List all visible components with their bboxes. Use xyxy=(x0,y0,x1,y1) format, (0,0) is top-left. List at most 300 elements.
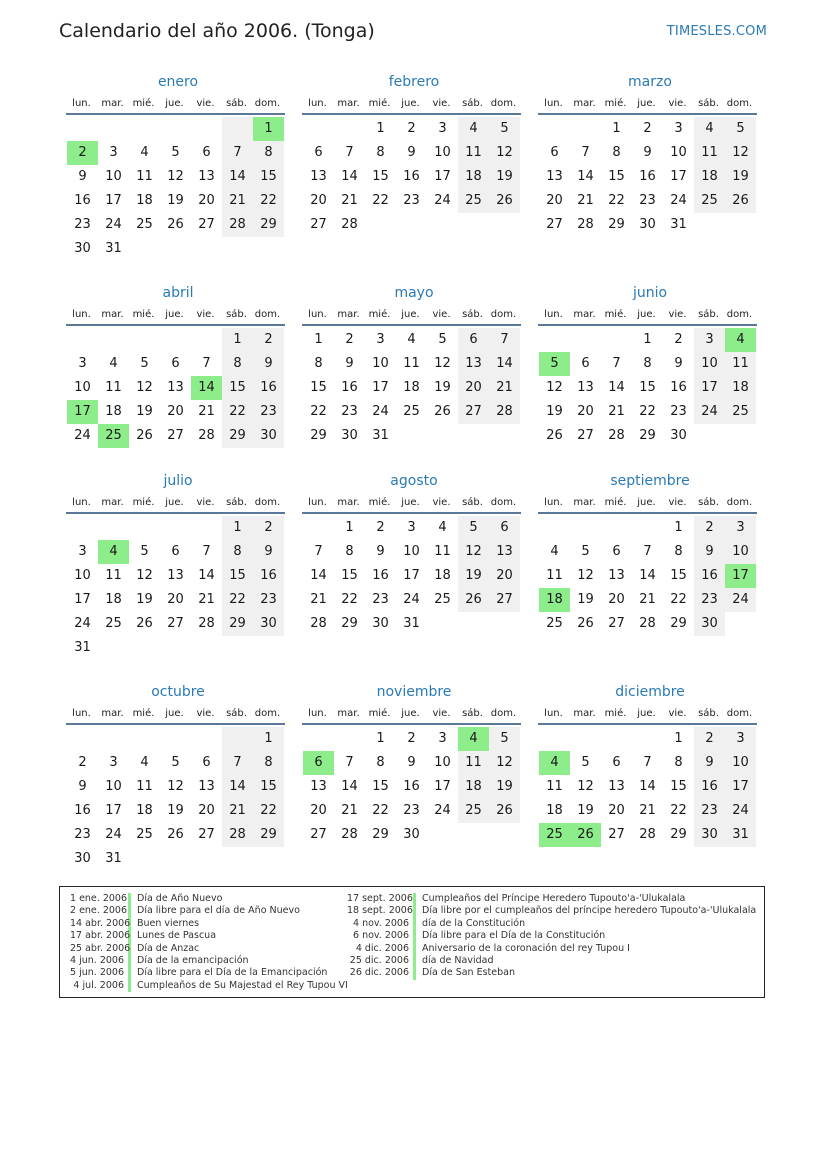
day-cell[interactable]: 7 xyxy=(489,328,520,352)
day-cell[interactable]: 28 xyxy=(341,827,358,842)
day-cell[interactable]: 22 xyxy=(253,189,284,213)
day-cell[interactable]: 24 xyxy=(725,588,756,612)
holiday-day-cell[interactable]: 1 xyxy=(253,117,284,141)
day-cell[interactable]: 10 xyxy=(403,544,420,559)
day-cell[interactable]: 10 xyxy=(434,755,451,770)
day-cell[interactable]: 7 xyxy=(202,356,211,371)
day-cell[interactable]: 2 xyxy=(674,332,683,347)
day-cell[interactable]: 10 xyxy=(434,145,451,160)
day-cell[interactable]: 24 xyxy=(434,193,451,208)
day-cell[interactable]: 13 xyxy=(198,779,215,794)
day-cell[interactable]: 8 xyxy=(674,544,683,559)
day-cell[interactable]: 27 xyxy=(310,827,327,842)
day-cell[interactable]: 8 xyxy=(222,540,253,564)
day-cell[interactable]: 30 xyxy=(372,616,389,631)
day-cell[interactable]: 9 xyxy=(376,544,385,559)
day-cell[interactable]: 17 xyxy=(105,193,122,208)
day-cell[interactable]: 30 xyxy=(694,612,725,636)
day-cell[interactable]: 27 xyxy=(458,400,489,424)
day-cell[interactable]: 25 xyxy=(546,616,563,631)
day-cell[interactable]: 24 xyxy=(403,592,420,607)
day-cell[interactable]: 25 xyxy=(725,400,756,424)
day-cell[interactable]: 19 xyxy=(546,404,563,419)
day-cell[interactable]: 2 xyxy=(407,121,416,136)
day-cell[interactable]: 13 xyxy=(546,169,563,184)
day-cell[interactable]: 28 xyxy=(341,217,358,232)
day-cell[interactable]: 7 xyxy=(345,755,354,770)
day-cell[interactable]: 7 xyxy=(345,145,354,160)
day-cell[interactable]: 29 xyxy=(639,428,656,443)
day-cell[interactable]: 25 xyxy=(136,827,153,842)
day-cell[interactable]: 31 xyxy=(105,851,122,866)
holiday-day-cell[interactable]: 4 xyxy=(725,328,756,352)
day-cell[interactable]: 3 xyxy=(376,332,385,347)
day-cell[interactable]: 23 xyxy=(403,803,420,818)
day-cell[interactable]: 11 xyxy=(694,141,725,165)
day-cell[interactable]: 16 xyxy=(372,568,389,583)
day-cell[interactable]: 11 xyxy=(458,751,489,775)
day-cell[interactable]: 12 xyxy=(136,380,153,395)
day-cell[interactable]: 18 xyxy=(105,592,122,607)
day-cell[interactable]: 3 xyxy=(725,516,756,540)
day-cell[interactable]: 1 xyxy=(314,332,323,347)
day-cell[interactable]: 23 xyxy=(639,193,656,208)
day-cell[interactable]: 12 xyxy=(546,380,563,395)
day-cell[interactable]: 17 xyxy=(403,568,420,583)
day-cell[interactable]: 3 xyxy=(78,544,87,559)
day-cell[interactable]: 4 xyxy=(140,755,149,770)
day-cell[interactable]: 13 xyxy=(489,540,520,564)
day-cell[interactable]: 25 xyxy=(694,189,725,213)
day-cell[interactable]: 28 xyxy=(639,616,656,631)
day-cell[interactable]: 18 xyxy=(105,404,122,419)
day-cell[interactable]: 6 xyxy=(202,145,211,160)
day-cell[interactable]: 30 xyxy=(403,827,420,842)
day-cell[interactable]: 14 xyxy=(489,352,520,376)
day-cell[interactable]: 27 xyxy=(198,217,215,232)
day-cell[interactable]: 20 xyxy=(198,193,215,208)
day-cell[interactable]: 8 xyxy=(222,352,253,376)
day-cell[interactable]: 12 xyxy=(136,568,153,583)
day-cell[interactable]: 26 xyxy=(546,428,563,443)
day-cell[interactable]: 5 xyxy=(581,755,590,770)
day-cell[interactable]: 4 xyxy=(140,145,149,160)
day-cell[interactable]: 11 xyxy=(546,779,563,794)
day-cell[interactable]: 22 xyxy=(222,400,253,424)
day-cell[interactable]: 31 xyxy=(105,241,122,256)
day-cell[interactable]: 23 xyxy=(694,799,725,823)
day-cell[interactable]: 6 xyxy=(489,516,520,540)
day-cell[interactable]: 6 xyxy=(458,328,489,352)
holiday-day-cell[interactable]: 26 xyxy=(570,823,601,847)
day-cell[interactable]: 2 xyxy=(78,755,87,770)
day-cell[interactable]: 30 xyxy=(74,851,91,866)
day-cell[interactable]: 9 xyxy=(78,169,87,184)
day-cell[interactable]: 20 xyxy=(310,193,327,208)
day-cell[interactable]: 7 xyxy=(643,755,652,770)
day-cell[interactable]: 4 xyxy=(438,520,447,535)
day-cell[interactable]: 13 xyxy=(310,169,327,184)
day-cell[interactable]: 4 xyxy=(109,356,118,371)
day-cell[interactable]: 19 xyxy=(136,592,153,607)
day-cell[interactable]: 26 xyxy=(434,404,451,419)
day-cell[interactable]: 14 xyxy=(310,568,327,583)
day-cell[interactable]: 18 xyxy=(136,803,153,818)
day-cell[interactable]: 6 xyxy=(581,356,590,371)
day-cell[interactable]: 14 xyxy=(222,165,253,189)
day-cell[interactable]: 13 xyxy=(577,380,594,395)
day-cell[interactable]: 9 xyxy=(643,145,652,160)
day-cell[interactable]: 31 xyxy=(372,428,389,443)
day-cell[interactable]: 15 xyxy=(608,169,625,184)
day-cell[interactable]: 16 xyxy=(253,376,284,400)
day-cell[interactable]: 28 xyxy=(608,428,625,443)
day-cell[interactable]: 28 xyxy=(489,400,520,424)
day-cell[interactable]: 24 xyxy=(105,217,122,232)
day-cell[interactable]: 1 xyxy=(376,121,385,136)
day-cell[interactable]: 15 xyxy=(253,775,284,799)
day-cell[interactable]: 30 xyxy=(253,612,284,636)
holiday-day-cell[interactable]: 25 xyxy=(98,424,129,448)
day-cell[interactable]: 27 xyxy=(167,428,184,443)
day-cell[interactable]: 6 xyxy=(612,544,621,559)
day-cell[interactable]: 18 xyxy=(136,193,153,208)
day-cell[interactable]: 16 xyxy=(74,803,91,818)
day-cell[interactable]: 4 xyxy=(550,544,559,559)
day-cell[interactable]: 12 xyxy=(725,141,756,165)
day-cell[interactable]: 8 xyxy=(314,356,323,371)
day-cell[interactable]: 28 xyxy=(198,616,215,631)
day-cell[interactable]: 9 xyxy=(407,755,416,770)
day-cell[interactable]: 18 xyxy=(403,380,420,395)
day-cell[interactable]: 10 xyxy=(74,568,91,583)
day-cell[interactable]: 21 xyxy=(608,404,625,419)
day-cell[interactable]: 5 xyxy=(171,755,180,770)
day-cell[interactable]: 29 xyxy=(222,612,253,636)
day-cell[interactable]: 26 xyxy=(167,827,184,842)
day-cell[interactable]: 22 xyxy=(253,799,284,823)
day-cell[interactable]: 5 xyxy=(489,117,520,141)
day-cell[interactable]: 26 xyxy=(136,428,153,443)
day-cell[interactable]: 27 xyxy=(608,616,625,631)
day-cell[interactable]: 21 xyxy=(222,799,253,823)
day-cell[interactable]: 4 xyxy=(407,332,416,347)
day-cell[interactable]: 3 xyxy=(725,727,756,751)
day-cell[interactable]: 18 xyxy=(434,568,451,583)
day-cell[interactable]: 6 xyxy=(171,544,180,559)
day-cell[interactable]: 16 xyxy=(670,380,687,395)
day-cell[interactable]: 16 xyxy=(403,169,420,184)
day-cell[interactable]: 2 xyxy=(253,328,284,352)
day-cell[interactable]: 25 xyxy=(105,616,122,631)
day-cell[interactable]: 29 xyxy=(253,213,284,237)
day-cell[interactable]: 6 xyxy=(202,755,211,770)
day-cell[interactable]: 1 xyxy=(376,731,385,746)
day-cell[interactable]: 6 xyxy=(314,145,323,160)
day-cell[interactable]: 24 xyxy=(372,404,389,419)
day-cell[interactable]: 9 xyxy=(694,540,725,564)
day-cell[interactable]: 22 xyxy=(222,588,253,612)
holiday-day-cell[interactable]: 18 xyxy=(539,588,570,612)
day-cell[interactable]: 1 xyxy=(643,332,652,347)
day-cell[interactable]: 12 xyxy=(434,356,451,371)
day-cell[interactable]: 29 xyxy=(670,616,687,631)
day-cell[interactable]: 9 xyxy=(345,356,354,371)
day-cell[interactable]: 25 xyxy=(136,217,153,232)
day-cell[interactable]: 22 xyxy=(310,404,327,419)
day-cell[interactable]: 3 xyxy=(109,755,118,770)
day-cell[interactable]: 17 xyxy=(434,779,451,794)
day-cell[interactable]: 29 xyxy=(608,217,625,232)
day-cell[interactable]: 29 xyxy=(222,424,253,448)
day-cell[interactable]: 3 xyxy=(694,328,725,352)
day-cell[interactable]: 5 xyxy=(140,356,149,371)
day-cell[interactable]: 23 xyxy=(253,588,284,612)
day-cell[interactable]: 30 xyxy=(253,424,284,448)
day-cell[interactable]: 26 xyxy=(577,616,594,631)
holiday-day-cell[interactable]: 6 xyxy=(303,751,334,775)
holiday-day-cell[interactable]: 14 xyxy=(191,376,222,400)
day-cell[interactable]: 21 xyxy=(310,592,327,607)
day-cell[interactable]: 22 xyxy=(608,193,625,208)
day-cell[interactable]: 11 xyxy=(136,169,153,184)
day-cell[interactable]: 24 xyxy=(725,799,756,823)
day-cell[interactable]: 15 xyxy=(670,568,687,583)
day-cell[interactable]: 22 xyxy=(670,803,687,818)
day-cell[interactable]: 15 xyxy=(372,779,389,794)
day-cell[interactable]: 26 xyxy=(489,189,520,213)
day-cell[interactable]: 9 xyxy=(78,779,87,794)
day-cell[interactable]: 2 xyxy=(694,516,725,540)
day-cell[interactable]: 8 xyxy=(376,755,385,770)
day-cell[interactable]: 11 xyxy=(105,568,122,583)
day-cell[interactable]: 26 xyxy=(136,616,153,631)
day-cell[interactable]: 2 xyxy=(694,727,725,751)
day-cell[interactable]: 19 xyxy=(167,193,184,208)
day-cell[interactable]: 26 xyxy=(458,588,489,612)
day-cell[interactable]: 18 xyxy=(694,165,725,189)
day-cell[interactable]: 12 xyxy=(577,779,594,794)
day-cell[interactable]: 15 xyxy=(670,779,687,794)
day-cell[interactable]: 29 xyxy=(253,823,284,847)
day-cell[interactable]: 28 xyxy=(222,213,253,237)
day-cell[interactable]: 10 xyxy=(74,380,91,395)
day-cell[interactable]: 30 xyxy=(341,428,358,443)
day-cell[interactable]: 29 xyxy=(310,428,327,443)
day-cell[interactable]: 29 xyxy=(372,827,389,842)
day-cell[interactable]: 12 xyxy=(489,751,520,775)
day-cell[interactable]: 29 xyxy=(670,827,687,842)
day-cell[interactable]: 30 xyxy=(74,241,91,256)
day-cell[interactable]: 14 xyxy=(341,779,358,794)
day-cell[interactable]: 22 xyxy=(341,592,358,607)
day-cell[interactable]: 19 xyxy=(136,404,153,419)
day-cell[interactable]: 13 xyxy=(608,779,625,794)
day-cell[interactable]: 1 xyxy=(674,520,683,535)
day-cell[interactable]: 16 xyxy=(694,775,725,799)
day-cell[interactable]: 20 xyxy=(577,404,594,419)
day-cell[interactable]: 19 xyxy=(458,564,489,588)
day-cell[interactable]: 14 xyxy=(608,380,625,395)
day-cell[interactable]: 6 xyxy=(550,145,559,160)
day-cell[interactable]: 2 xyxy=(407,731,416,746)
day-cell[interactable]: 31 xyxy=(670,217,687,232)
day-cell[interactable]: 12 xyxy=(458,540,489,564)
day-cell[interactable]: 25 xyxy=(403,404,420,419)
day-cell[interactable]: 22 xyxy=(372,803,389,818)
day-cell[interactable]: 22 xyxy=(639,404,656,419)
day-cell[interactable]: 27 xyxy=(546,217,563,232)
day-cell[interactable]: 26 xyxy=(167,217,184,232)
day-cell[interactable]: 23 xyxy=(670,404,687,419)
day-cell[interactable]: 3 xyxy=(407,520,416,535)
day-cell[interactable]: 26 xyxy=(725,189,756,213)
day-cell[interactable]: 14 xyxy=(639,779,656,794)
day-cell[interactable]: 17 xyxy=(372,380,389,395)
day-cell[interactable]: 10 xyxy=(670,145,687,160)
day-cell[interactable]: 15 xyxy=(253,165,284,189)
holiday-day-cell[interactable]: 4 xyxy=(539,751,570,775)
day-cell[interactable]: 6 xyxy=(612,755,621,770)
day-cell[interactable]: 21 xyxy=(222,189,253,213)
day-cell[interactable]: 12 xyxy=(167,779,184,794)
day-cell[interactable]: 17 xyxy=(434,169,451,184)
day-cell[interactable]: 27 xyxy=(167,616,184,631)
day-cell[interactable]: 19 xyxy=(434,380,451,395)
day-cell[interactable]: 3 xyxy=(438,731,447,746)
day-cell[interactable]: 13 xyxy=(310,779,327,794)
day-cell[interactable]: 5 xyxy=(171,145,180,160)
day-cell[interactable]: 4 xyxy=(458,117,489,141)
day-cell[interactable]: 24 xyxy=(74,616,91,631)
day-cell[interactable]: 10 xyxy=(694,352,725,376)
holiday-day-cell[interactable]: 2 xyxy=(67,141,98,165)
day-cell[interactable]: 10 xyxy=(372,356,389,371)
day-cell[interactable]: 23 xyxy=(253,400,284,424)
day-cell[interactable]: 12 xyxy=(167,169,184,184)
day-cell[interactable]: 12 xyxy=(577,568,594,583)
day-cell[interactable]: 28 xyxy=(222,823,253,847)
day-cell[interactable]: 27 xyxy=(310,217,327,232)
day-cell[interactable]: 2 xyxy=(345,332,354,347)
day-cell[interactable]: 22 xyxy=(372,193,389,208)
day-cell[interactable]: 3 xyxy=(674,121,683,136)
day-cell[interactable]: 15 xyxy=(222,564,253,588)
day-cell[interactable]: 25 xyxy=(458,189,489,213)
day-cell[interactable]: 5 xyxy=(458,516,489,540)
day-cell[interactable]: 28 xyxy=(198,428,215,443)
holiday-day-cell[interactable]: 5 xyxy=(539,352,570,376)
day-cell[interactable]: 15 xyxy=(639,380,656,395)
holiday-day-cell[interactable]: 17 xyxy=(67,400,98,424)
day-cell[interactable]: 19 xyxy=(167,803,184,818)
day-cell[interactable]: 10 xyxy=(105,169,122,184)
day-cell[interactable]: 11 xyxy=(725,352,756,376)
day-cell[interactable]: 23 xyxy=(341,404,358,419)
day-cell[interactable]: 30 xyxy=(694,823,725,847)
day-cell[interactable]: 15 xyxy=(372,169,389,184)
day-cell[interactable]: 16 xyxy=(694,564,725,588)
day-cell[interactable]: 17 xyxy=(105,803,122,818)
day-cell[interactable]: 16 xyxy=(74,193,91,208)
day-cell[interactable]: 2 xyxy=(376,520,385,535)
day-cell[interactable]: 17 xyxy=(670,169,687,184)
day-cell[interactable]: 28 xyxy=(577,217,594,232)
day-cell[interactable]: 23 xyxy=(74,827,91,842)
day-cell[interactable]: 15 xyxy=(341,568,358,583)
day-cell[interactable]: 23 xyxy=(694,588,725,612)
day-cell[interactable]: 19 xyxy=(577,803,594,818)
day-cell[interactable]: 30 xyxy=(639,217,656,232)
day-cell[interactable]: 7 xyxy=(612,356,621,371)
day-cell[interactable]: 25 xyxy=(458,799,489,823)
day-cell[interactable]: 24 xyxy=(105,827,122,842)
day-cell[interactable]: 16 xyxy=(341,380,358,395)
day-cell[interactable]: 1 xyxy=(345,520,354,535)
day-cell[interactable]: 8 xyxy=(612,145,621,160)
day-cell[interactable]: 11 xyxy=(136,779,153,794)
day-cell[interactable]: 18 xyxy=(725,376,756,400)
day-cell[interactable]: 18 xyxy=(546,803,563,818)
day-cell[interactable]: 20 xyxy=(546,193,563,208)
day-cell[interactable]: 24 xyxy=(694,400,725,424)
day-cell[interactable]: 14 xyxy=(577,169,594,184)
day-cell[interactable]: 19 xyxy=(489,775,520,799)
day-cell[interactable]: 11 xyxy=(434,544,451,559)
day-cell[interactable]: 9 xyxy=(694,751,725,775)
day-cell[interactable]: 5 xyxy=(140,544,149,559)
day-cell[interactable]: 8 xyxy=(643,356,652,371)
day-cell[interactable]: 15 xyxy=(310,380,327,395)
day-cell[interactable]: 2 xyxy=(253,516,284,540)
day-cell[interactable]: 14 xyxy=(198,568,215,583)
day-cell[interactable]: 17 xyxy=(74,592,91,607)
day-cell[interactable]: 21 xyxy=(341,803,358,818)
site-link[interactable]: TIMESLES.COM xyxy=(666,24,767,39)
day-cell[interactable]: 20 xyxy=(489,564,520,588)
day-cell[interactable]: 20 xyxy=(608,803,625,818)
day-cell[interactable]: 9 xyxy=(253,540,284,564)
day-cell[interactable]: 21 xyxy=(639,592,656,607)
day-cell[interactable]: 4 xyxy=(694,117,725,141)
day-cell[interactable]: 21 xyxy=(577,193,594,208)
day-cell[interactable]: 21 xyxy=(639,803,656,818)
day-cell[interactable]: 6 xyxy=(171,356,180,371)
day-cell[interactable]: 3 xyxy=(438,121,447,136)
day-cell[interactable]: 11 xyxy=(458,141,489,165)
day-cell[interactable]: 14 xyxy=(639,568,656,583)
day-cell[interactable]: 21 xyxy=(341,193,358,208)
day-cell[interactable]: 21 xyxy=(489,376,520,400)
day-cell[interactable]: 20 xyxy=(310,803,327,818)
day-cell[interactable]: 21 xyxy=(198,592,215,607)
holiday-day-cell[interactable]: 4 xyxy=(98,540,129,564)
day-cell[interactable]: 7 xyxy=(222,751,253,775)
day-cell[interactable]: 1 xyxy=(222,516,253,540)
day-cell[interactable]: 27 xyxy=(489,588,520,612)
day-cell[interactable]: 22 xyxy=(670,592,687,607)
day-cell[interactable]: 20 xyxy=(167,404,184,419)
day-cell[interactable]: 30 xyxy=(670,428,687,443)
day-cell[interactable]: 31 xyxy=(74,640,91,655)
day-cell[interactable]: 20 xyxy=(458,376,489,400)
day-cell[interactable]: 15 xyxy=(222,376,253,400)
holiday-day-cell[interactable]: 4 xyxy=(458,727,489,751)
day-cell[interactable]: 5 xyxy=(581,544,590,559)
day-cell[interactable]: 9 xyxy=(407,145,416,160)
day-cell[interactable]: 26 xyxy=(489,799,520,823)
day-cell[interactable]: 3 xyxy=(109,145,118,160)
